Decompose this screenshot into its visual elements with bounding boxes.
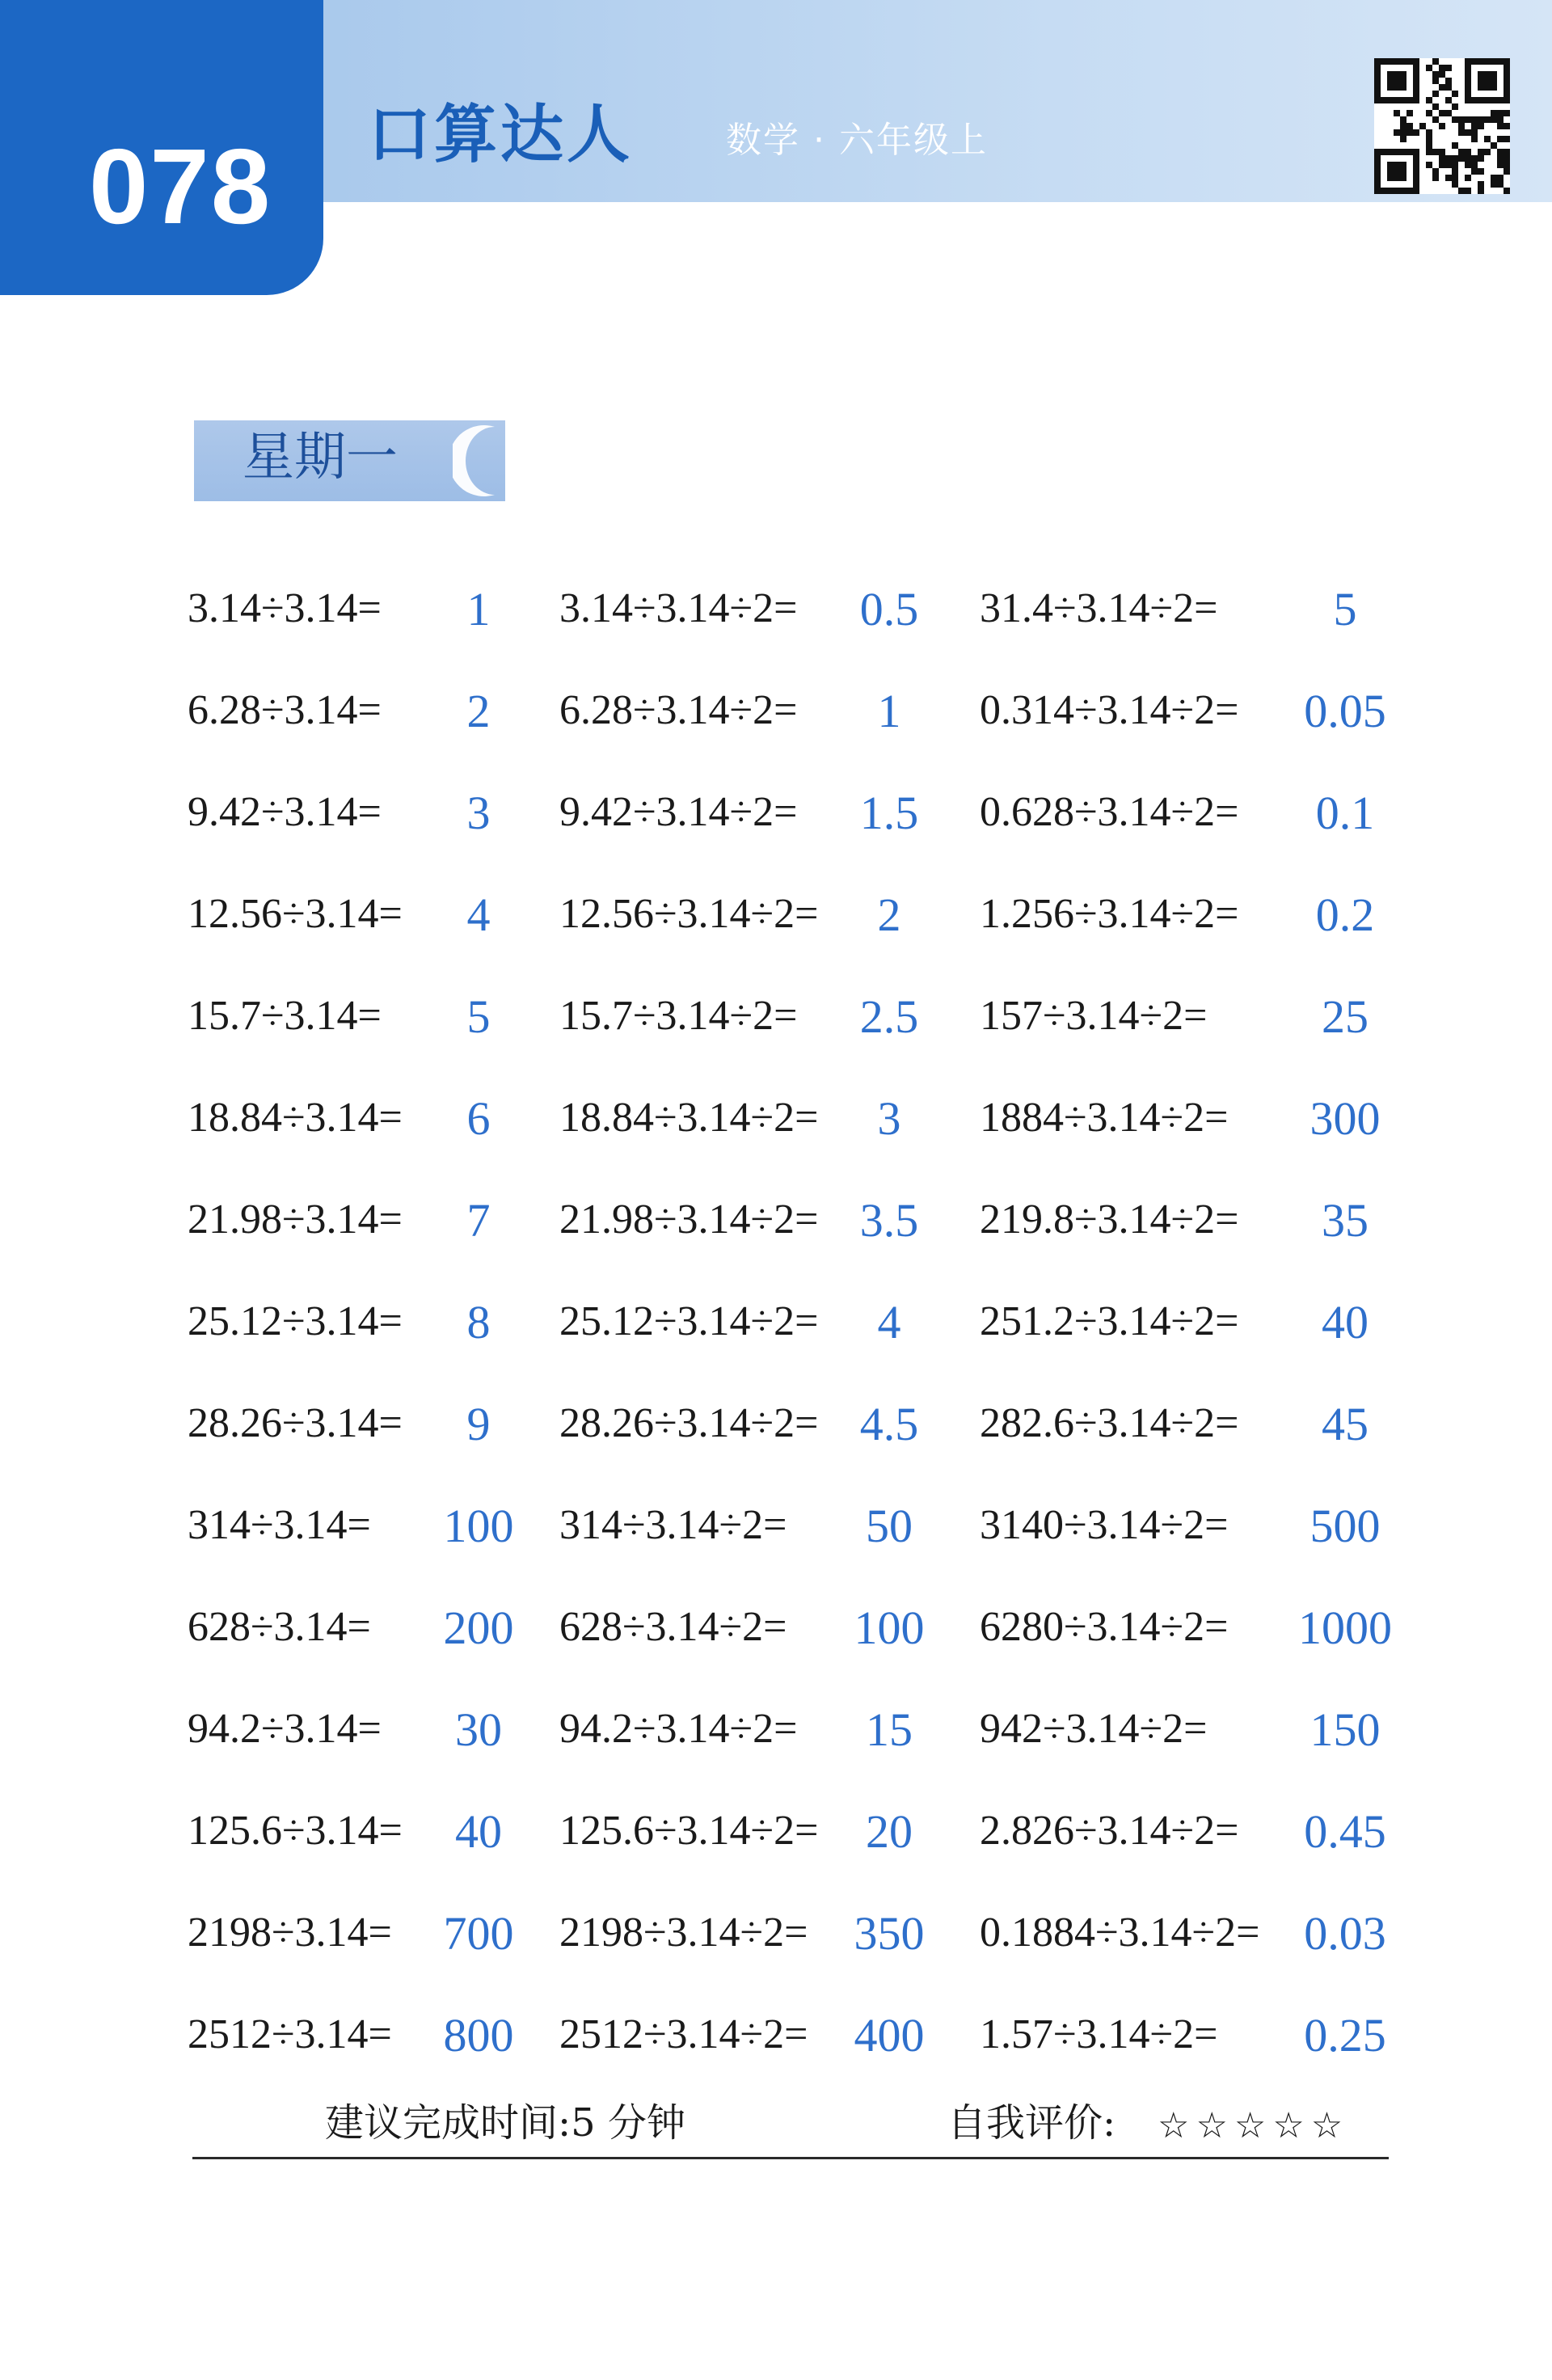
exercise-grid <box>188 570 1449 2098</box>
exercise-expression: 2512÷3.14= <box>188 2011 392 2057</box>
exercise-expression: 9.42÷3.14÷2= <box>559 789 798 835</box>
exercise-answer: 2 <box>877 888 901 941</box>
exercise-item <box>559 876 980 977</box>
exercise-item <box>559 1690 980 1792</box>
exercise-row <box>188 1385 1449 1487</box>
exercise-item <box>559 1385 980 1487</box>
exercise-item <box>980 1487 1449 1589</box>
exercise-answer: 7 <box>466 1194 491 1247</box>
exercise-answer: 300 <box>1310 1092 1381 1145</box>
exercise-expression: 9.42÷3.14= <box>188 789 382 835</box>
exercise-item <box>980 1589 1449 1690</box>
exercise-item <box>980 1079 1449 1181</box>
exercise-item <box>559 672 980 774</box>
exercise-expression: 314÷3.14= <box>188 1502 371 1548</box>
book-brand-title: 口算达人 <box>368 99 634 171</box>
exercise-answer: 6 <box>466 1092 491 1145</box>
exercise-row <box>188 774 1449 876</box>
exercise-expression: 628÷3.14= <box>188 1604 371 1650</box>
exercise-answer: 3.5 <box>859 1194 919 1247</box>
exercise-answer: 25 <box>1322 990 1369 1043</box>
exercise-item <box>980 1792 1449 1894</box>
exercise-answer: 30 <box>455 1703 502 1756</box>
exercise-answer: 1 <box>877 685 901 737</box>
exercise-answer: 2.5 <box>859 990 919 1043</box>
exercise-answer: 9 <box>466 1398 491 1450</box>
exercise-item <box>559 1487 980 1589</box>
exercise-expression: 18.84÷3.14= <box>188 1095 403 1141</box>
exercise-item <box>980 1385 1449 1487</box>
exercise-expression: 94.2÷3.14= <box>188 1706 382 1752</box>
exercise-expression: 0.628÷3.14÷2= <box>980 789 1239 835</box>
exercise-row <box>188 570 1449 672</box>
exercise-item <box>559 570 980 672</box>
exercise-expression: 12.56÷3.14÷2= <box>559 891 819 937</box>
exercise-answer: 0.05 <box>1304 685 1386 737</box>
exercise-answer: 8 <box>466 1296 491 1348</box>
exercise-item <box>980 977 1449 1079</box>
exercise-row <box>188 1079 1449 1181</box>
self-evaluation-label: 自我评价: <box>947 2100 1116 2146</box>
page-number: 078 <box>89 127 272 246</box>
exercise-expression: 15.7÷3.14= <box>188 993 382 1039</box>
exercise-item <box>188 1690 559 1792</box>
exercise-expression: 157÷3.14÷2= <box>980 993 1208 1039</box>
exercise-expression: 6280÷3.14÷2= <box>980 1604 1229 1650</box>
exercise-expression: 18.84÷3.14÷2= <box>559 1095 819 1141</box>
exercise-expression: 1.256÷3.14÷2= <box>980 891 1239 937</box>
exercise-answer: 100 <box>854 1601 925 1654</box>
exercise-item <box>980 774 1449 876</box>
exercise-answer: 400 <box>854 2009 925 2061</box>
exercise-item <box>980 1996 1449 2098</box>
exercise-answer: 40 <box>1322 1296 1369 1348</box>
exercise-item <box>188 1996 559 2098</box>
exercise-item <box>188 1589 559 1690</box>
exercise-answer: 0.2 <box>1315 888 1375 941</box>
exercise-expression: 94.2÷3.14÷2= <box>559 1706 798 1752</box>
exercise-item <box>980 1690 1449 1792</box>
exercise-expression: 25.12÷3.14÷2= <box>559 1298 819 1344</box>
exercise-item <box>188 672 559 774</box>
qr-code-icon <box>1374 58 1510 194</box>
exercise-expression: 2.826÷3.14÷2= <box>980 1808 1239 1854</box>
exercise-answer: 20 <box>866 1805 913 1858</box>
exercise-answer: 1 <box>466 583 491 635</box>
exercise-item <box>559 1589 980 1690</box>
exercise-answer: 0.1 <box>1315 787 1375 839</box>
exercise-item <box>188 1283 559 1385</box>
exercise-answer: 150 <box>1310 1703 1381 1756</box>
exercise-expression: 21.98÷3.14= <box>188 1196 403 1243</box>
exercise-expression: 15.7÷3.14÷2= <box>559 993 798 1039</box>
exercise-item <box>980 1894 1449 1996</box>
exercise-answer: 700 <box>443 1907 514 1960</box>
exercise-answer: 50 <box>866 1500 913 1552</box>
exercise-expression: 21.98÷3.14÷2= <box>559 1196 819 1243</box>
exercise-row <box>188 1181 1449 1283</box>
exercise-answer: 100 <box>443 1500 514 1552</box>
exercise-row <box>188 1996 1449 2098</box>
exercise-expression: 2198÷3.14= <box>188 1909 392 1956</box>
exercise-expression: 6.28÷3.14= <box>188 687 382 733</box>
exercise-row <box>188 1589 1449 1690</box>
exercise-item <box>188 1385 559 1487</box>
exercise-answer: 0.5 <box>859 583 919 635</box>
exercise-row <box>188 1283 1449 1385</box>
exercise-expression: 25.12÷3.14= <box>188 1298 403 1344</box>
exercise-expression: 2512÷3.14÷2= <box>559 2011 808 2057</box>
self-evaluation-stars[interactable]: ☆☆☆☆☆ <box>1158 2105 1350 2146</box>
exercise-expression: 942÷3.14÷2= <box>980 1706 1208 1752</box>
exercise-expression: 0.1884÷3.14÷2= <box>980 1909 1260 1956</box>
exercise-row <box>188 1487 1449 1589</box>
exercise-item <box>188 1792 559 1894</box>
exercise-expression: 125.6÷3.14= <box>188 1808 403 1854</box>
exercise-answer: 4.5 <box>859 1398 919 1450</box>
exercise-item <box>559 977 980 1079</box>
exercise-answer: 4 <box>877 1296 901 1348</box>
exercise-answer: 800 <box>443 2009 514 2061</box>
exercise-item <box>188 977 559 1079</box>
exercise-item <box>559 774 980 876</box>
book-subject-grade: 数学 · 六年级上 <box>726 120 988 161</box>
exercise-item <box>188 1487 559 1589</box>
exercise-item <box>559 1996 980 2098</box>
exercise-item <box>188 570 559 672</box>
exercise-row <box>188 1690 1449 1792</box>
exercise-row <box>188 876 1449 977</box>
exercise-answer: 5 <box>466 990 491 1043</box>
exercise-expression: 6.28÷3.14÷2= <box>559 687 798 733</box>
exercise-expression: 219.8÷3.14÷2= <box>980 1196 1239 1243</box>
exercise-answer: 40 <box>455 1805 502 1858</box>
exercise-expression: 125.6÷3.14÷2= <box>559 1808 819 1854</box>
exercise-answer: 200 <box>443 1601 514 1654</box>
exercise-item <box>980 1283 1449 1385</box>
exercise-answer: 45 <box>1322 1398 1369 1450</box>
exercise-answer: 4 <box>466 888 491 941</box>
exercise-row <box>188 1792 1449 1894</box>
exercise-expression: 3.14÷3.14= <box>188 585 382 631</box>
exercise-item <box>559 1792 980 1894</box>
footer-divider <box>192 2157 1389 2159</box>
exercise-expression: 2198÷3.14÷2= <box>559 1909 808 1956</box>
exercise-item <box>188 1894 559 1996</box>
exercise-item <box>980 1181 1449 1283</box>
exercise-answer: 0.25 <box>1304 2009 1386 2061</box>
exercise-answer: 5 <box>1333 583 1357 635</box>
exercise-item <box>188 1181 559 1283</box>
exercise-item <box>980 876 1449 977</box>
exercise-answer: 500 <box>1310 1500 1381 1552</box>
suggested-time: 建议完成时间:5 分钟 <box>325 2100 685 2146</box>
exercise-row <box>188 977 1449 1079</box>
exercise-row <box>188 1894 1449 1996</box>
exercise-expression: 0.314÷3.14÷2= <box>980 687 1239 733</box>
exercise-expression: 28.26÷3.14= <box>188 1400 403 1446</box>
day-label: 星期一 <box>242 428 398 487</box>
exercise-item <box>559 1079 980 1181</box>
exercise-item <box>188 876 559 977</box>
exercise-expression: 12.56÷3.14= <box>188 891 403 937</box>
exercise-answer: 3 <box>877 1092 901 1145</box>
exercise-answer: 0.03 <box>1304 1907 1386 1960</box>
exercise-item <box>188 774 559 876</box>
exercise-expression: 28.26÷3.14÷2= <box>559 1400 819 1446</box>
exercise-item <box>559 1283 980 1385</box>
exercise-expression: 314÷3.14÷2= <box>559 1502 787 1548</box>
exercise-expression: 1884÷3.14÷2= <box>980 1095 1229 1141</box>
exercise-answer: 350 <box>854 1907 925 1960</box>
exercise-answer: 0.45 <box>1304 1805 1386 1858</box>
exercise-expression: 628÷3.14÷2= <box>559 1604 787 1650</box>
exercise-expression: 251.2÷3.14÷2= <box>980 1298 1239 1344</box>
exercise-answer: 2 <box>466 685 491 737</box>
exercise-expression: 3140÷3.14÷2= <box>980 1502 1229 1548</box>
exercise-expression: 282.6÷3.14÷2= <box>980 1400 1239 1446</box>
exercise-item <box>188 1079 559 1181</box>
exercise-item <box>559 1894 980 1996</box>
exercise-item <box>559 1181 980 1283</box>
exercise-answer: 1000 <box>1298 1601 1392 1654</box>
exercise-answer: 15 <box>866 1703 913 1756</box>
crescent-moon-icon <box>453 420 517 501</box>
exercise-expression: 3.14÷3.14÷2= <box>559 585 798 631</box>
exercise-answer: 35 <box>1322 1194 1369 1247</box>
exercise-expression: 31.4÷3.14÷2= <box>980 585 1218 631</box>
exercise-item <box>980 672 1449 774</box>
exercise-answer: 1.5 <box>859 787 919 839</box>
exercise-row <box>188 672 1449 774</box>
exercise-expression: 1.57÷3.14÷2= <box>980 2011 1218 2057</box>
exercise-item <box>980 570 1449 672</box>
exercise-answer: 3 <box>466 787 491 839</box>
